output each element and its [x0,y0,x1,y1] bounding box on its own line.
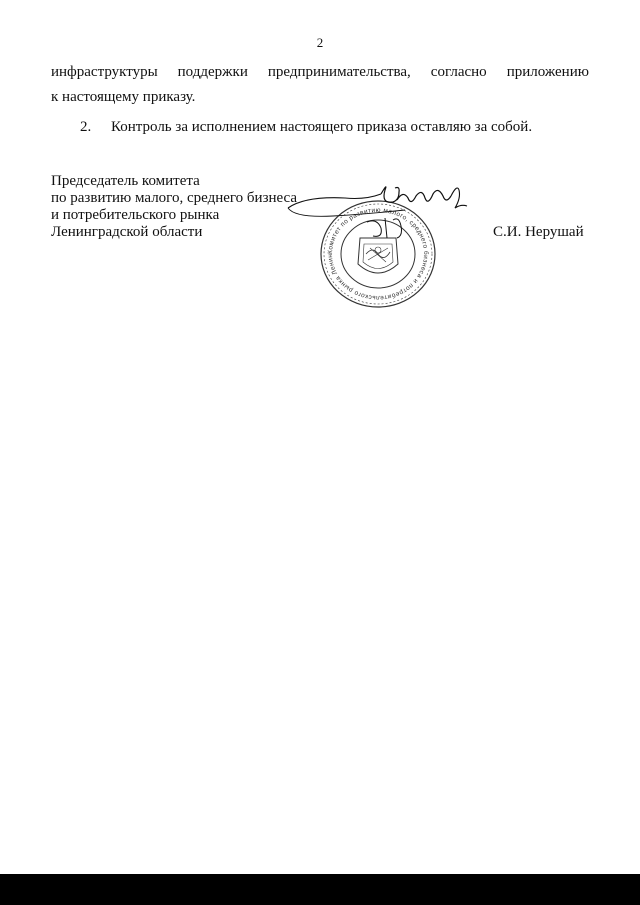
stamp-text: Комитет по развитию малого, среднего бизнеса и потребительского рынка Ленин [326,206,430,302]
paragraph-line-2: к настоящему приказу. [51,89,196,105]
position-line: и потребительского рынка [51,207,220,223]
list-item-2 [80,118,532,136]
scan-border-bar [0,874,640,905]
signature-icon [285,178,470,258]
line-word: предпринимательства, [267,64,411,80]
line-word: поддержки [177,64,248,80]
signer-position [51,173,297,241]
position-line: Председатель комитета [51,173,200,189]
line-word: согласно [430,64,487,80]
list-item-text: Контроль за исполнением настоящего приказа оставляю за собой. [111,119,533,135]
position-line: Ленинградской области [51,224,203,240]
position-line: по развитию малого, среднего бизнеса [51,190,298,206]
line-word: инфраструктуры [51,64,158,80]
handwritten-signature [285,178,470,258]
paragraph-line-1 [51,63,589,81]
signer-name: С.И. Нерушай [493,224,584,240]
list-item-number: 2. [80,119,92,135]
line-word: приложению [506,64,589,80]
page-number: 2 [316,35,324,50]
